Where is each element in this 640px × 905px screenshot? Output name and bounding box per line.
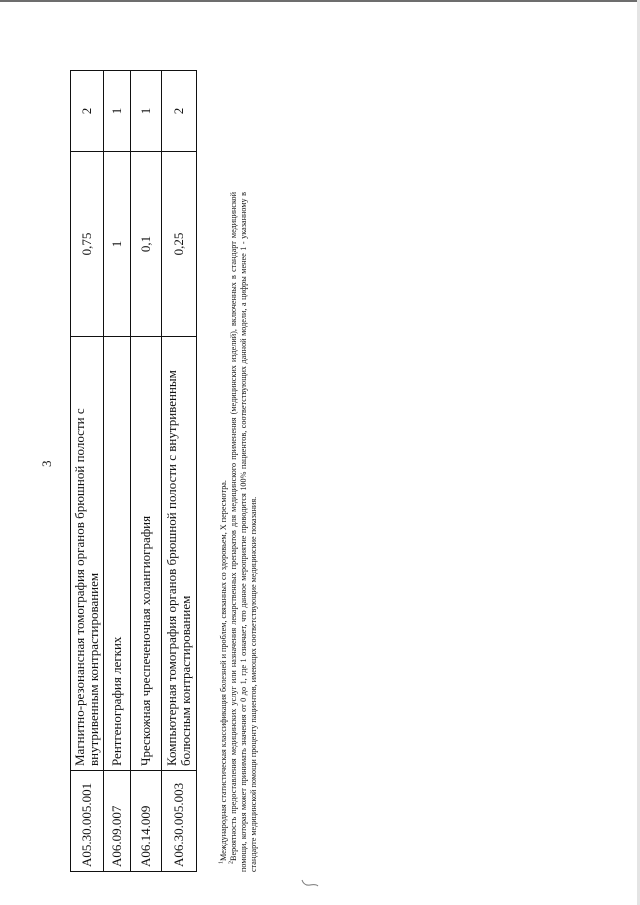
page-number: 3 [39,460,54,467]
footnote-2-text: Вероятность предоставления медицинских услуг или назначения лекарственных препаратов для медицинского применения (медицинских изделий), включенных в стандарт медицинской помощи, которая может принимать значения от 0 до 1, где 1 означает, что данное мероприятие проводится 100% пациентов, соответствующих данной модели, а цифры менее 1 - указанному в стандарте медицинской помощи проценту пациентов, имеющих соответствующие медицинские показания. [229,192,258,872]
frequency-cell: 1 [104,152,131,337]
service-code-cell: A06.30.005.003 [162,771,197,872]
table-row [162,71,197,872]
service-name-cell: Магнитно-резонансная томография органов брюшной полости с внутривенным контрастированием [71,337,104,771]
scan-top-edge [0,0,640,2]
footnote-1 [219,192,229,872]
frequency-cell: 0,75 [71,152,104,337]
frequency-cell: 0,25 [162,152,197,337]
footnote-2-mark: 2 [228,861,235,864]
medical-services-table [70,70,197,872]
multiplicity-cell: 1 [104,71,131,152]
multiplicity-cell: 2 [162,71,197,152]
table-row [104,71,131,872]
service-code-cell: A06.09.007 [104,771,131,872]
ink-mark [300,878,320,888]
rotated-document-page [39,27,330,872]
frequency-cell: 0,1 [131,152,162,337]
multiplicity-cell: 2 [71,71,104,152]
service-name-cell: Рентгенография легких [104,337,131,771]
table-row [71,71,104,872]
service-name-cell: Компьютерная томография органов брюшной полости с внутривенным болюсным контрастированием [162,337,197,771]
service-code-cell: A05.30.005.001 [71,771,104,872]
service-name-cell: Чрескожная чреспеченочная холангиография [131,337,162,771]
multiplicity-cell: 1 [131,71,162,152]
table-row [131,71,162,872]
footnote-1-text: Международная статистическая классификация болезней и проблем, связанных со здоровьем, X пересмотра. [219,480,228,861]
service-code-cell: A06.14.009 [131,771,162,872]
footnote-2 [229,192,259,872]
footnotes [219,192,259,872]
footnote-1-mark: 1 [218,861,225,864]
